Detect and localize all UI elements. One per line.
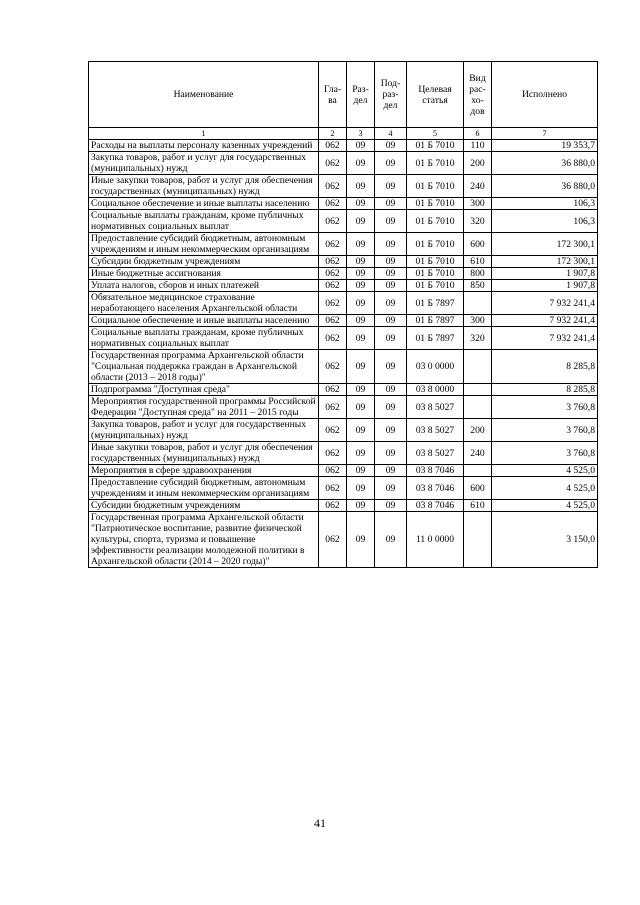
cell-chapter: 062: [319, 500, 347, 512]
header-subsection: Под- раз- дел: [375, 62, 407, 128]
cell-subsection: 09: [375, 175, 407, 198]
cell-name: Иные закупки товаров, работ и услуг для обеспечения государственных (муниципальных) нужд: [89, 442, 319, 465]
cell-section: 09: [347, 327, 375, 350]
cell-executed: 8 285,8: [492, 384, 598, 396]
cell-expense-type: 300: [464, 315, 492, 327]
cell-chapter: 062: [319, 477, 347, 500]
column-number: 3: [347, 128, 375, 140]
cell-chapter: 062: [319, 315, 347, 327]
header-section: Раз- дел: [347, 62, 375, 128]
cell-expense-type: [464, 350, 492, 384]
cell-expense-type: 200: [464, 419, 492, 442]
cell-expense-type: 600: [464, 477, 492, 500]
cell-chapter: 062: [319, 327, 347, 350]
cell-name: Предоставление субсидий бюджетным, автономным учреждениям и иным некоммерческим организациям: [89, 477, 319, 500]
cell-target-article: 03 8 5027: [407, 419, 464, 442]
cell-name: Расходы на выплаты персоналу казенных учреждений: [89, 140, 319, 152]
table-row: [89, 175, 598, 198]
cell-target-article: 01 Б 7010: [407, 210, 464, 233]
table-row: [89, 268, 598, 280]
column-number: 2: [319, 128, 347, 140]
cell-target-article: 01 Б 7010: [407, 268, 464, 280]
cell-target-article: 01 Б 7897: [407, 292, 464, 315]
cell-subsection: 09: [375, 198, 407, 210]
cell-executed: 7 932 241,4: [492, 315, 598, 327]
cell-executed: 7 932 241,4: [492, 292, 598, 315]
cell-subsection: 09: [375, 233, 407, 256]
cell-chapter: 062: [319, 384, 347, 396]
cell-executed: 172 300,1: [492, 233, 598, 256]
cell-subsection: 09: [375, 210, 407, 233]
cell-expense-type: [464, 512, 492, 568]
cell-expense-type: 110: [464, 140, 492, 152]
cell-name: Социальные выплаты гражданам, кроме публичных нормативных социальных выплат: [89, 327, 319, 350]
cell-chapter: 062: [319, 152, 347, 175]
cell-target-article: 01 Б 7010: [407, 256, 464, 268]
cell-target-article: 03 8 5027: [407, 442, 464, 465]
table-row: [89, 140, 598, 152]
column-number: 7: [492, 128, 598, 140]
column-number-row: [89, 128, 598, 140]
cell-executed: 36 880,0: [492, 175, 598, 198]
cell-section: 09: [347, 198, 375, 210]
table-row: [89, 384, 598, 396]
cell-section: 09: [347, 384, 375, 396]
cell-target-article: 03 8 5027: [407, 396, 464, 419]
cell-subsection: 09: [375, 315, 407, 327]
cell-section: 09: [347, 500, 375, 512]
cell-executed: 4 525,0: [492, 465, 598, 477]
table-row: [89, 396, 598, 419]
cell-chapter: 062: [319, 198, 347, 210]
cell-section: 09: [347, 256, 375, 268]
cell-subsection: 09: [375, 419, 407, 442]
cell-subsection: 09: [375, 292, 407, 315]
cell-target-article: 03 8 0000: [407, 384, 464, 396]
cell-target-article: 03 8 7046: [407, 465, 464, 477]
cell-section: 09: [347, 175, 375, 198]
cell-chapter: 062: [319, 268, 347, 280]
table-row: [89, 280, 598, 292]
header-executed: Исполнено: [492, 62, 598, 128]
budget-table: [88, 61, 598, 568]
cell-name: Подпрограмма "Доступная среда": [89, 384, 319, 396]
table-body: [89, 140, 598, 568]
table-row: [89, 233, 598, 256]
cell-expense-type: [464, 384, 492, 396]
cell-subsection: 09: [375, 512, 407, 568]
cell-chapter: 062: [319, 256, 347, 268]
table-row: [89, 198, 598, 210]
cell-subsection: 09: [375, 280, 407, 292]
cell-name: Иные бюджетные ассигнования: [89, 268, 319, 280]
cell-subsection: 09: [375, 140, 407, 152]
table-row: [89, 152, 598, 175]
header-name: Наименование: [89, 62, 319, 128]
cell-expense-type: 800: [464, 268, 492, 280]
cell-section: 09: [347, 140, 375, 152]
column-number: 1: [89, 128, 319, 140]
cell-subsection: 09: [375, 268, 407, 280]
cell-name: Мероприятия в сфере здравоохранения: [89, 465, 319, 477]
header-chapter: Гла- ва: [319, 62, 347, 128]
cell-target-article: 11 0 0000: [407, 512, 464, 568]
cell-name: Социальное обеспечение и иные выплаты населению: [89, 315, 319, 327]
cell-section: 09: [347, 419, 375, 442]
cell-chapter: 062: [319, 512, 347, 568]
cell-target-article: 01 Б 7010: [407, 280, 464, 292]
cell-chapter: 062: [319, 210, 347, 233]
cell-expense-type: [464, 396, 492, 419]
cell-subsection: 09: [375, 384, 407, 396]
cell-subsection: 09: [375, 350, 407, 384]
table-row: [89, 465, 598, 477]
cell-expense-type: 600: [464, 233, 492, 256]
cell-target-article: 01 Б 7010: [407, 152, 464, 175]
header-row: [89, 62, 598, 128]
cell-subsection: 09: [375, 477, 407, 500]
cell-subsection: 09: [375, 256, 407, 268]
cell-section: 09: [347, 210, 375, 233]
header-target-article: Целевая статья: [407, 62, 464, 128]
table-row: [89, 419, 598, 442]
cell-chapter: 062: [319, 465, 347, 477]
table-row: [89, 315, 598, 327]
cell-subsection: 09: [375, 442, 407, 465]
cell-name: Социальные выплаты гражданам, кроме публичных нормативных социальных выплат: [89, 210, 319, 233]
cell-executed: 7 932 241,4: [492, 327, 598, 350]
cell-executed: 1 907,8: [492, 268, 598, 280]
cell-section: 09: [347, 465, 375, 477]
cell-target-article: 03 8 7046: [407, 500, 464, 512]
cell-chapter: 062: [319, 442, 347, 465]
table-row: [89, 327, 598, 350]
cell-name: Закупка товаров, работ и услуг для государственных (муниципальных) нужд: [89, 419, 319, 442]
page-number: 41: [314, 816, 326, 830]
table-row: [89, 500, 598, 512]
cell-expense-type: 610: [464, 500, 492, 512]
table-row: [89, 292, 598, 315]
cell-name: Государственная программа Архангельской области "Патриотическое воспитание, развитие физической культуры, спорта, туризма и повышение эффективности реализации молодежной политики в Архангельской области (2014 – 2020 годы)": [89, 512, 319, 568]
cell-section: 09: [347, 280, 375, 292]
cell-target-article: 03 8 7046: [407, 477, 464, 500]
cell-name: Субсидии бюджетным учреждениям: [89, 256, 319, 268]
cell-section: 09: [347, 233, 375, 256]
cell-executed: 4 525,0: [492, 477, 598, 500]
cell-name: Закупка товаров, работ и услуг для государственных (муниципальных) нужд: [89, 152, 319, 175]
cell-subsection: 09: [375, 500, 407, 512]
cell-name: Мероприятия государственной программы Российской Федерации "Доступная среда" на 2011 – 2015 годы: [89, 396, 319, 419]
cell-chapter: 062: [319, 140, 347, 152]
cell-chapter: 062: [319, 350, 347, 384]
cell-name: Уплата налогов, сборов и иных платежей: [89, 280, 319, 292]
cell-executed: 3 760,8: [492, 442, 598, 465]
table-row: [89, 477, 598, 500]
cell-expense-type: 320: [464, 210, 492, 233]
cell-section: 09: [347, 315, 375, 327]
cell-chapter: 062: [319, 292, 347, 315]
cell-expense-type: 240: [464, 442, 492, 465]
cell-section: 09: [347, 350, 375, 384]
cell-chapter: 062: [319, 419, 347, 442]
cell-target-article: 01 Б 7897: [407, 327, 464, 350]
cell-chapter: 062: [319, 233, 347, 256]
cell-executed: 19 353,7: [492, 140, 598, 152]
cell-name: Предоставление субсидий бюджетным, автономным учреждениям и иным некоммерческим организациям: [89, 233, 319, 256]
cell-subsection: 09: [375, 152, 407, 175]
cell-expense-type: [464, 465, 492, 477]
cell-section: 09: [347, 396, 375, 419]
cell-executed: 106,3: [492, 210, 598, 233]
cell-name: Обязательное медицинское страхование неработающего населения Архангельской области: [89, 292, 319, 315]
cell-target-article: 01 Б 7010: [407, 175, 464, 198]
cell-target-article: 01 Б 7010: [407, 140, 464, 152]
cell-target-article: 01 Б 7010: [407, 233, 464, 256]
cell-expense-type: 300: [464, 198, 492, 210]
cell-name: Государственная программа Архангельской области "Социальная поддержка граждан в Архангельской области (2013 – 2018 годы)": [89, 350, 319, 384]
cell-expense-type: [464, 292, 492, 315]
table-row: [89, 256, 598, 268]
cell-target-article: 01 Б 7897: [407, 315, 464, 327]
cell-expense-type: 240: [464, 175, 492, 198]
cell-name: Социальное обеспечение и иные выплаты населению: [89, 198, 319, 210]
column-number: 6: [464, 128, 492, 140]
header-expense-type: Вид рас- хо- дов: [464, 62, 492, 128]
cell-executed: 8 285,8: [492, 350, 598, 384]
table-row: [89, 442, 598, 465]
table-row: [89, 512, 598, 568]
cell-executed: 36 880,0: [492, 152, 598, 175]
column-number: 4: [375, 128, 407, 140]
cell-section: 09: [347, 152, 375, 175]
cell-executed: 3 760,8: [492, 396, 598, 419]
cell-name: Субсидии бюджетным учреждениям: [89, 500, 319, 512]
cell-chapter: 062: [319, 280, 347, 292]
cell-expense-type: 320: [464, 327, 492, 350]
cell-chapter: 062: [319, 175, 347, 198]
table-row: [89, 210, 598, 233]
cell-expense-type: 200: [464, 152, 492, 175]
cell-name: Иные закупки товаров, работ и услуг для обеспечения государственных (муниципальных) нужд: [89, 175, 319, 198]
cell-section: 09: [347, 292, 375, 315]
cell-target-article: 03 0 0000: [407, 350, 464, 384]
cell-section: 09: [347, 512, 375, 568]
cell-expense-type: 610: [464, 256, 492, 268]
cell-section: 09: [347, 477, 375, 500]
cell-executed: 4 525,0: [492, 500, 598, 512]
cell-executed: 106,3: [492, 198, 598, 210]
cell-expense-type: 850: [464, 280, 492, 292]
cell-executed: 1 907,8: [492, 280, 598, 292]
table-row: [89, 350, 598, 384]
cell-target-article: 01 Б 7010: [407, 198, 464, 210]
column-number: 5: [407, 128, 464, 140]
cell-subsection: 09: [375, 327, 407, 350]
cell-section: 09: [347, 442, 375, 465]
cell-executed: 3 150,0: [492, 512, 598, 568]
cell-subsection: 09: [375, 396, 407, 419]
cell-executed: 172 300,1: [492, 256, 598, 268]
cell-executed: 3 760,8: [492, 419, 598, 442]
cell-section: 09: [347, 268, 375, 280]
cell-subsection: 09: [375, 465, 407, 477]
cell-chapter: 062: [319, 396, 347, 419]
